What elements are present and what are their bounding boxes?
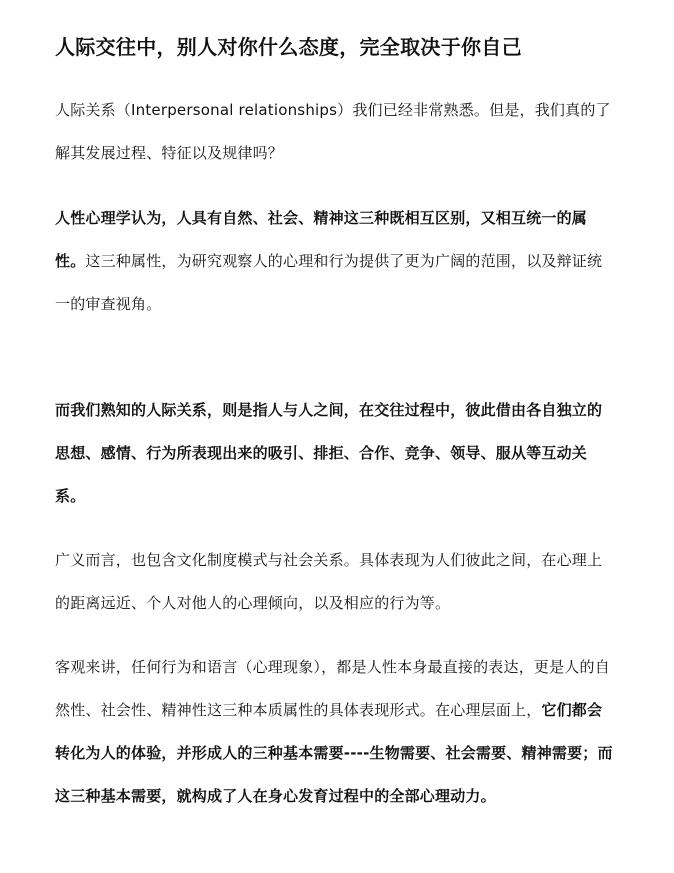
paragraph-text: 客观来讲，任何行为和语言（心理现象），都是人性本身最直接的表达，更是人的自然性、社会性、精神性这三种本质属性的具体表现形式。在心理层面上，: [55, 658, 610, 719]
paragraph-intro: [55, 89, 615, 175]
paragraph-broad-sense: [55, 539, 615, 625]
paragraph-text: 这三种属性，为研究观察人的心理和行为提供了更为广阔的范围，以及辩证统一的审查视角。: [55, 252, 603, 313]
paragraph-bold-text: 而我们熟知的人际关系，则是指人与人之间，在交往过程中，彼此借由各自独立的思想、感情、行为所表现出来的吸引、排拒、合作、竞争、领导、服从等互动关系。: [55, 401, 603, 505]
paragraph-text: 广义而言，也包含文化制度模式与社会关系。具体表现为人们彼此之间，在心理上的距离远近、个人对他人的心理倾向，以及相应的行为等。: [55, 551, 603, 612]
paragraph-bold-text: 它们都会转化为人的体验，并形成人的三种基本需要----生物需要、社会需要、精神需要；而这三种基本需要，就构成了人在身心发育过程中的全部心理动力。: [55, 701, 613, 805]
paragraph-bold-text: 人性心理学认为，人具有自然、社会、精神这三种既相互区别，又相互统一的属性。: [55, 209, 588, 270]
paragraph-needs: [55, 646, 615, 818]
paragraph-text: 人际关系（Interpersonal relationships）我们已经非常熟悉。但是，我们真的了解其发展过程、特征以及规律吗？: [55, 101, 611, 162]
paragraph-attributes: [55, 197, 615, 326]
article-title: 人际交往中，别人对你什么态度，完全取决于你自己: [55, 35, 522, 59]
paragraph-definition: [55, 389, 615, 518]
